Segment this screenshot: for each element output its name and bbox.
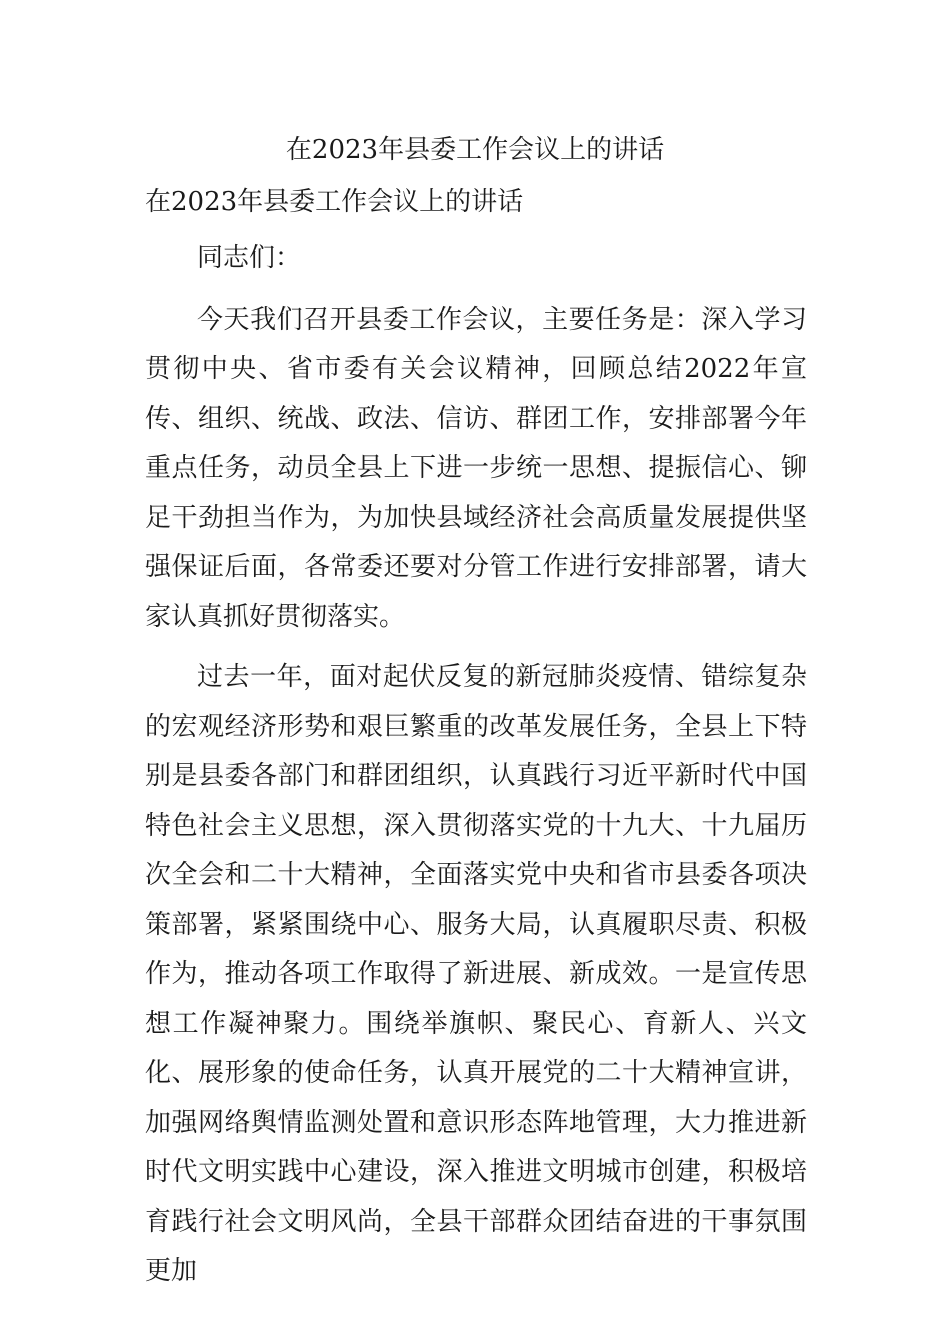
document-body [145, 180, 807, 1297]
salutation: 同志们： [197, 243, 302, 273]
document-subtitle: 在2023年县委工作会议上的讲话 [145, 187, 524, 217]
document-title: 在2023年县委工作会议上的讲话 [285, 135, 665, 165]
paragraph-1: 今天我们召开县委工作会议，主要任务是：深入学习贯彻中央、省市委有关会议精神，回顾总结2022年宣传、组织、统战、政法、信访、群团工作，安排部署今年重点任务，动员全县上下进一步统一思想、提振信心、铆足干劲担当作为，为加快县域经济社会高质量发展提供坚强保证后面，各常委还要对分管工作进行安排部署，请大家认真抓好贯彻落实。 [145, 304, 807, 632]
paragraph-2: 过去一年，面对起伏反复的新冠肺炎疫情、错综复杂的宏观经济形势和艰巨繁重的改革发展任务，全县上下特别是县委各部门和群团组织，认真践行习近平新时代中国特色社会主义思想，深入贯彻落实党的十九大、十九届历次全会和二十大精神，全面落实党中央和省市县委各项决策部署，紧紧围绕中心、服务大局，认真履职尽责、积极作为，推动各项工作取得了新进展、新成效。一是宣传思想工作凝神聚力。围绕举旗帜、聚民心、育新人、兴文化、展形象的使命任务，认真开展党的二十大精神宣讲，加强网络舆情监测处置和意识形态阵地管理，大力推进新时代文明实践中心建设，深入推进文明城市创建，积极培育践行社会文明风尚，全县干部群众团结奋进的干事氛围更加 [145, 662, 807, 1286]
